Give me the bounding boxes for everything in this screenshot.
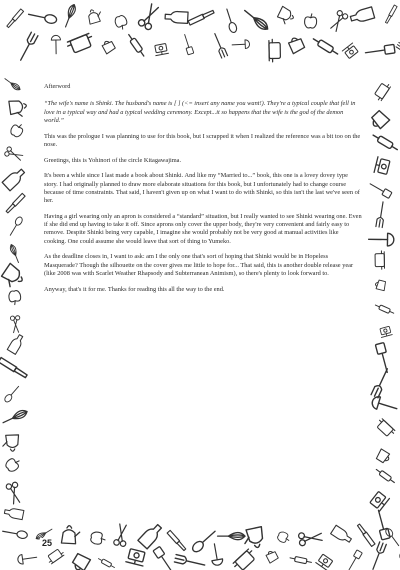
spatula-icon (182, 34, 194, 55)
knife-icon (385, 5, 397, 24)
scissors-icon (10, 316, 20, 333)
cup-icon (369, 110, 390, 131)
scale-icon (369, 491, 389, 512)
spatula-icon (368, 181, 392, 199)
kettle-icon (61, 525, 80, 544)
knife-icon (167, 530, 186, 551)
spoon-icon (2, 528, 28, 540)
scale-icon (342, 43, 359, 59)
rolling-pin-icon (312, 36, 340, 57)
whisk-icon (3, 77, 21, 92)
pot-icon (232, 548, 257, 570)
cup-icon (101, 39, 116, 54)
afterword-text (44, 83, 362, 301)
knife-icon (188, 10, 214, 25)
spoon-icon (3, 384, 20, 403)
scissors-icon (137, 2, 161, 30)
cup-icon (374, 279, 386, 290)
cup-icon (265, 549, 278, 563)
rolling-pin-icon (371, 132, 398, 152)
spatula-icon (153, 546, 175, 570)
opening-quote: “The wife's name is Shinki. The husband's name is [ ] (<= insert any name you want!). They're a typical couple that fell in love in a typical way and had a typical wedding ceremony. Except...it so happens that the wife is the god of the demon world.” (44, 100, 356, 124)
whisk-icon (218, 533, 245, 540)
rolling-pin-icon (126, 33, 146, 58)
apple-icon (276, 531, 291, 545)
fork-icon (396, 42, 400, 58)
whisk-icon (63, 3, 77, 28)
knife-icon (6, 193, 26, 213)
ladle-icon (371, 395, 399, 415)
pot-icon (66, 33, 95, 54)
scissors-icon (298, 530, 322, 546)
kettle-icon (9, 99, 28, 118)
knife-icon (6, 9, 23, 28)
whisk-icon (9, 244, 21, 264)
whisk-icon (2, 408, 29, 425)
kettle-icon (242, 527, 265, 550)
ladle-icon (232, 40, 250, 50)
fork-icon (376, 201, 386, 227)
spatula-icon (346, 550, 362, 570)
bottle-icon (331, 525, 353, 544)
scissors-icon (4, 146, 24, 162)
kettle-icon (86, 8, 103, 25)
spoon-icon (223, 8, 237, 33)
apple-icon (4, 456, 22, 474)
ladle-icon (369, 233, 394, 246)
cup-icon (376, 449, 392, 464)
page-number: 25 (42, 538, 53, 548)
spatula-icon (375, 343, 391, 374)
rolling-pin-icon (374, 303, 394, 315)
spatula-icon (365, 44, 395, 57)
bottle-icon (349, 7, 374, 24)
paragraph: It's been a while since I last made a book about Shinki. And like my “Married to...” book, this one is a lovey dovey type story. I had originally planned to draw more elaborate situations for this book, but I unfortunately had to change course because of time constraints. That said, I haven't given up on what I want to do with Shinki, so this isn't the last we've seen of her. (44, 172, 360, 205)
pot-icon (46, 548, 65, 565)
paragraph: Anyway, that's it for me. Thanks for reading this all the way to the end. (44, 285, 225, 293)
spoon-icon (8, 216, 24, 237)
paragraph: As the deadline closes in, I want to ask: am I the only one that's sort of hoping that Shinki would be in Hopeless Masquerade? Though the silhouette on the cover gives me little to hope for... That said, this is another double release year (like 2008 was with Scarlet Weather Rhapsody and Subterranean Animism), so there's plenty to look forward to. (44, 253, 354, 277)
cup-icon (288, 36, 305, 54)
scale-icon (126, 548, 146, 566)
kettle-icon (276, 6, 296, 26)
rolling-pin-icon (97, 557, 115, 569)
fork-icon (174, 555, 205, 569)
bottle-icon (2, 167, 27, 191)
ladle-icon (17, 553, 37, 565)
spoon-icon (191, 528, 218, 554)
fork-icon (17, 32, 38, 62)
pot-icon (373, 81, 391, 101)
scale-icon (154, 43, 169, 55)
kettle-icon (0, 263, 26, 290)
spoon-icon (28, 10, 58, 24)
scale-icon (316, 554, 334, 570)
bottle-icon (4, 507, 24, 520)
kettle-icon (2, 435, 19, 452)
scale-icon (379, 326, 392, 337)
scale-icon (374, 157, 390, 176)
apple-icon (90, 531, 105, 544)
paragraph: Having a girl wearing only an apron is considered a “standard” situation, but I really wanted to see Shinki wearing one. Even if she did end up having to take it off. Since aprons only cover the upper body, they're very convenient and fairly easy to remove. Despite Shinki being very capable, I imagine she would probably not be very good at manual activities like cooking. One could assume she would leave that sort of thing to Yumeko. (44, 212, 362, 245)
rolling-pin-icon (375, 467, 396, 484)
bottle-icon (138, 522, 164, 549)
knife-icon (0, 358, 28, 379)
scissors-icon (6, 482, 23, 505)
ladle-icon (51, 35, 61, 54)
apple-icon (304, 14, 316, 29)
apple-icon (9, 121, 25, 138)
scissors-icon (329, 10, 349, 33)
ladle-icon (209, 543, 223, 566)
knife-icon (357, 524, 375, 547)
whisk-icon (242, 7, 270, 31)
rolling-pin-icon (290, 555, 312, 564)
apple-icon (114, 14, 129, 30)
pot-icon (375, 418, 396, 438)
apple-icon (8, 290, 21, 305)
cup-icon (71, 553, 91, 570)
paragraph: This was the prologue I was planning to use for this book, but I scrapped it when I realized the reference was a bit too on the nose. (44, 132, 361, 148)
pot-icon (269, 39, 281, 62)
scissors-icon (113, 524, 129, 547)
fork-icon (212, 32, 228, 58)
paragraph: Greetings, this is Yohinori of the circle Kitagawajima. (44, 156, 182, 164)
bottle-icon (7, 333, 25, 354)
bottle-icon (165, 11, 188, 23)
pot-icon (375, 251, 385, 270)
page-heading: Afterword (44, 83, 71, 90)
